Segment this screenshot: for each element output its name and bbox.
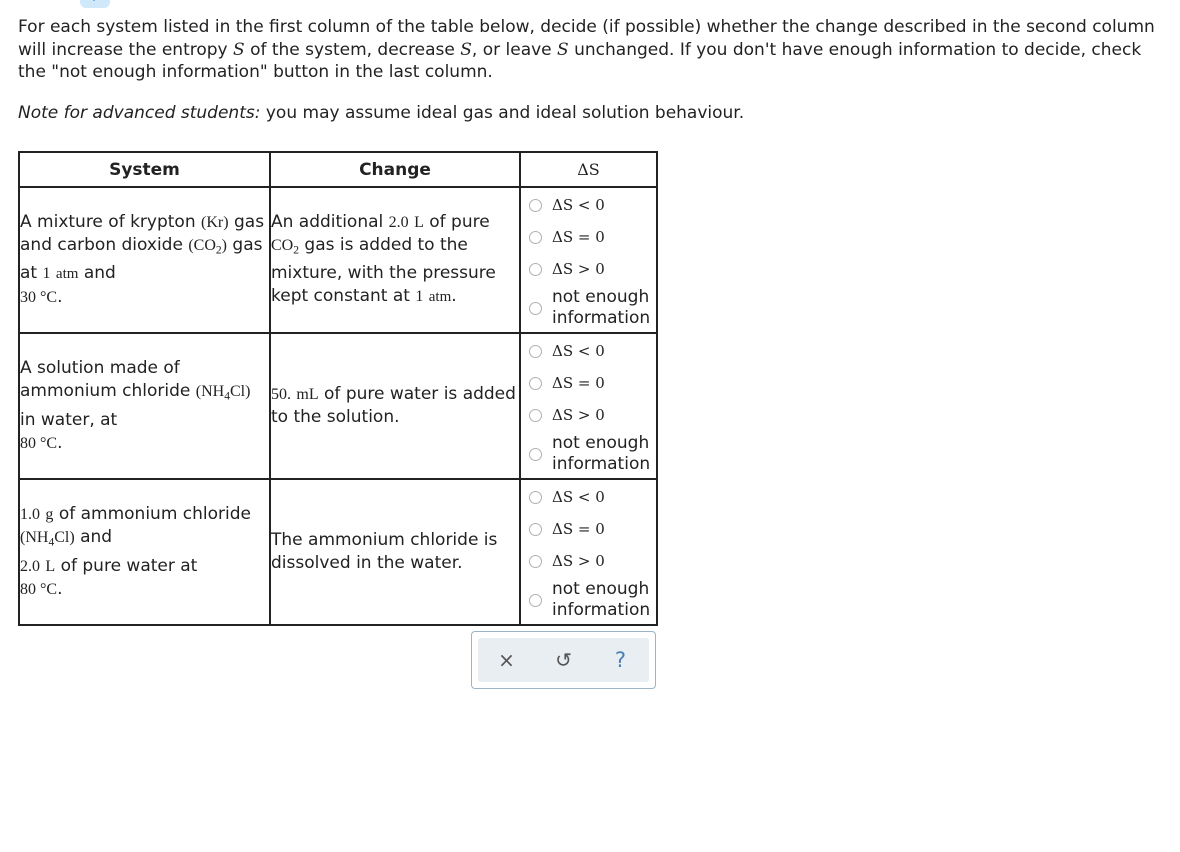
- entropy-table: [18, 151, 658, 626]
- option-not-enough-info[interactable]: not enough information: [521, 431, 656, 477]
- option-unchanged[interactable]: ΔS = 0: [521, 367, 656, 399]
- option-not-enough-info[interactable]: not enough information: [521, 285, 656, 331]
- option-increase[interactable]: ΔS > 0: [521, 399, 656, 431]
- answer-toolbar: [471, 631, 656, 689]
- instructions: For each system listed in the first column of the table below, decide (if possible) whether the change described in the second column will increase the entropy S of the system, decrease S, or leave S unchanged. If you don't have enough information to decide, check the "not enough information" button in the last column.: [18, 17, 1155, 82]
- delta-options: [520, 187, 657, 333]
- option-unchanged[interactable]: ΔS = 0: [521, 513, 656, 545]
- delta-options: [520, 479, 657, 625]
- undo-icon[interactable]: ↺: [555, 648, 572, 672]
- change-cell: An additional 2.0 L of pure $CO_2$ gas is added to the mixture, with the pressure kept constant at 1 atm.: [270, 187, 520, 333]
- system-cell: 1.0 g of ammonium chloride $(NH_4Cl)$ and 2.0 L of pure water at 80 °C.: [19, 479, 270, 625]
- option-decrease[interactable]: ΔS < 0: [521, 189, 656, 221]
- advanced-note: Note for advanced students: you may assume ideal gas and ideal solution behaviour.: [18, 103, 745, 123]
- table-row: [19, 333, 657, 479]
- change-cell: The ammonium chloride is dissolved in the water.: [270, 479, 520, 625]
- header-system: System: [19, 152, 270, 187]
- system-cell: A solution made of ammonium chloride $(NH_4Cl)$ in water, at 80 °C.: [19, 333, 270, 479]
- clear-icon[interactable]: ×: [498, 648, 515, 672]
- system-cell: A mixture of krypton (Kr) gas and carbon dioxide $(CO_2)$ gas at 1 atm and 30 °C.: [19, 187, 270, 333]
- option-decrease[interactable]: ΔS < 0: [521, 335, 656, 367]
- header-change: Change: [270, 152, 520, 187]
- radio-button[interactable]: [529, 409, 542, 422]
- radio-button[interactable]: [529, 523, 542, 536]
- radio-button[interactable]: [529, 302, 542, 315]
- collapse-chevron-icon[interactable]: [80, 0, 110, 8]
- radio-button[interactable]: [529, 555, 542, 568]
- option-increase[interactable]: ΔS > 0: [521, 253, 656, 285]
- option-not-enough-info[interactable]: not enough information: [521, 577, 656, 623]
- radio-button[interactable]: [529, 263, 542, 276]
- change-cell: 50. mL of pure water is added to the solution.: [270, 333, 520, 479]
- help-icon[interactable]: ?: [614, 648, 627, 672]
- radio-button[interactable]: [529, 491, 542, 504]
- delta-options: [520, 333, 657, 479]
- radio-button[interactable]: [529, 231, 542, 244]
- option-decrease[interactable]: ΔS < 0: [521, 481, 656, 513]
- table-row: [19, 187, 657, 333]
- radio-button[interactable]: [529, 377, 542, 390]
- radio-button[interactable]: [529, 345, 542, 358]
- radio-button[interactable]: [529, 448, 542, 461]
- radio-button[interactable]: [529, 594, 542, 607]
- option-increase[interactable]: ΔS > 0: [521, 545, 656, 577]
- header-delta-s: ΔS: [520, 152, 657, 187]
- radio-button[interactable]: [529, 199, 542, 212]
- table-row: [19, 479, 657, 625]
- option-unchanged[interactable]: ΔS = 0: [521, 221, 656, 253]
